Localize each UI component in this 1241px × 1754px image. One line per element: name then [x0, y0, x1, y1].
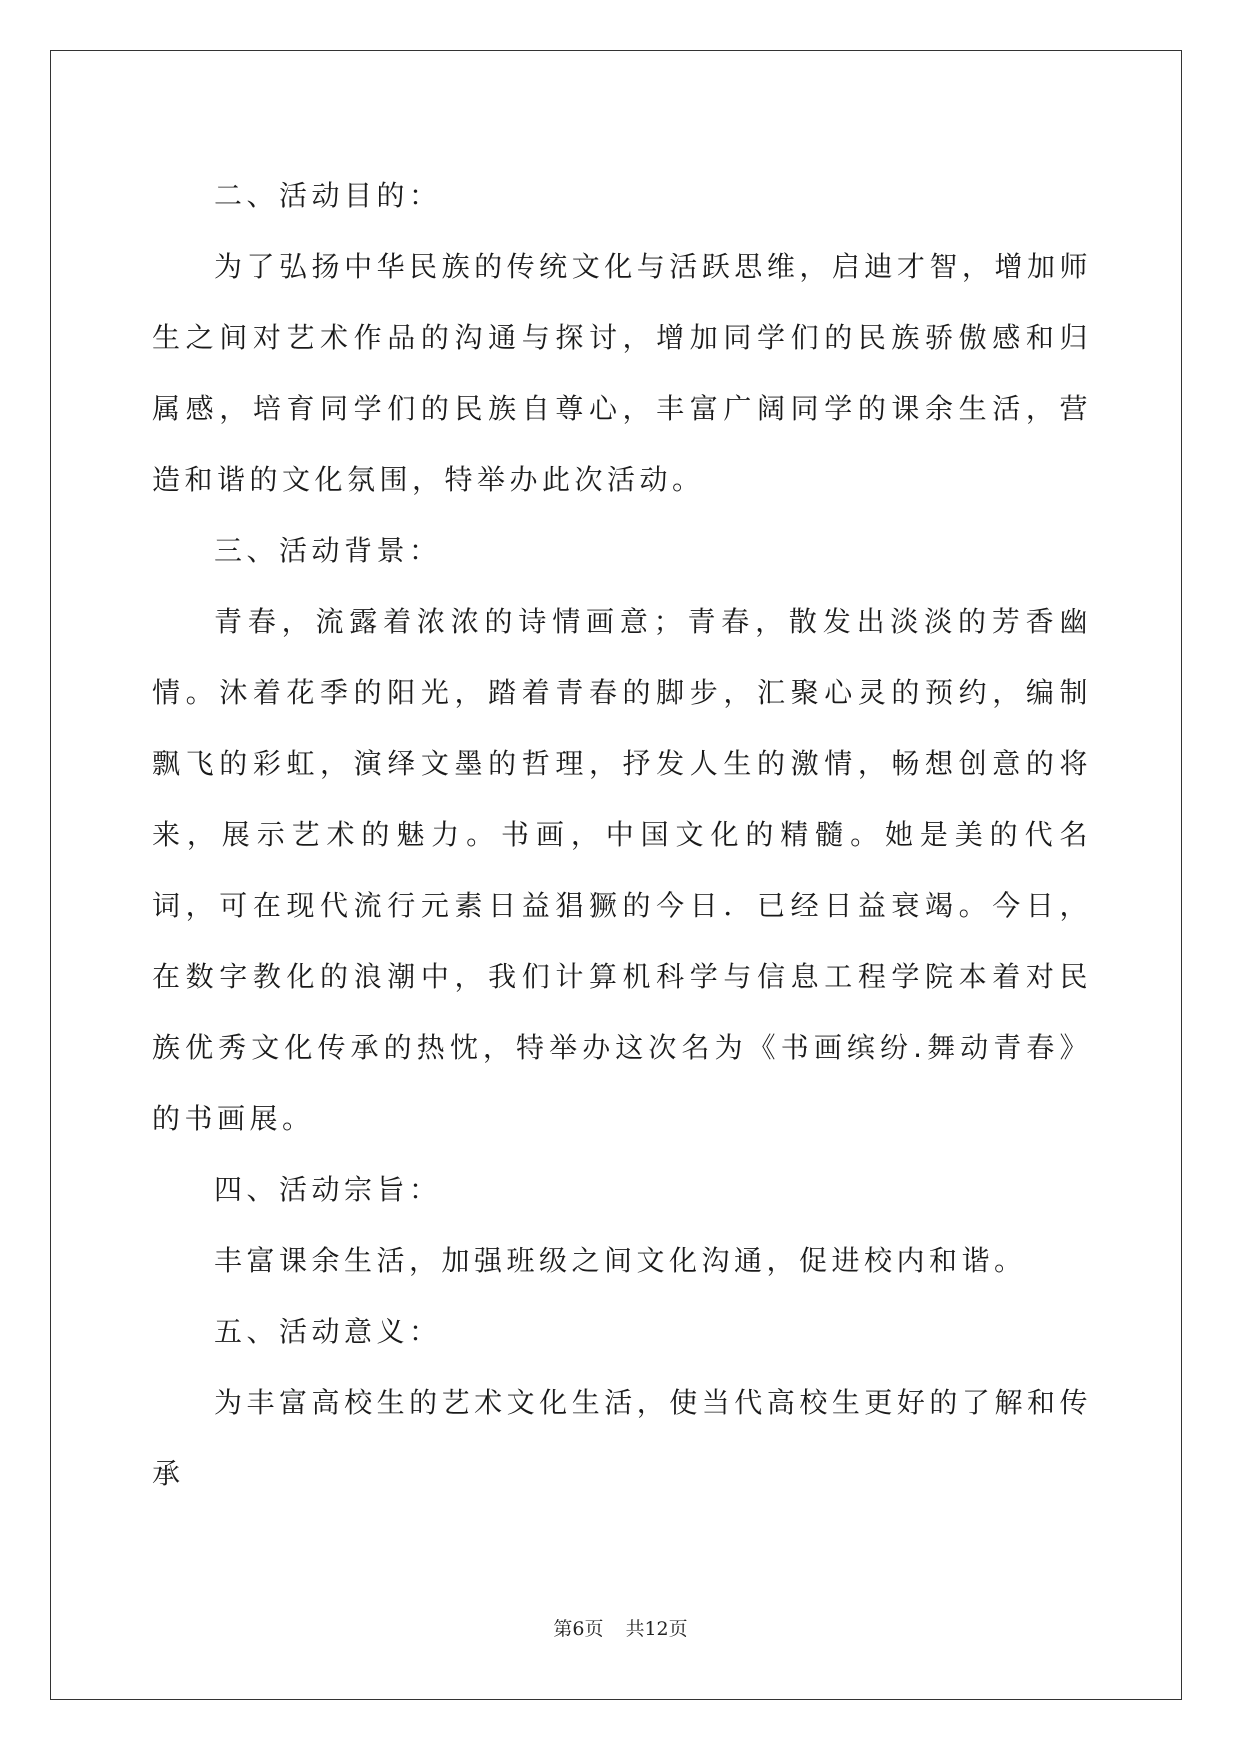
heading-activity-background: 三、活动背景：: [214, 534, 442, 567]
page-number: 第6页: [553, 1618, 604, 1640]
page-footer: [0, 1614, 1241, 1641]
heading-activity-tenet: 四、活动宗旨：: [214, 1173, 442, 1206]
paragraph-activity-background: 青春，流露着浓浓的诗情画意；青春，散发出淡淡的芳香幽情。沐着花季的阳光，踏着青春的脚步，汇聚心灵的预约，编制飘飞的彩虹，演绎文墨的哲理，抒发人生的激情，畅想创意的将来，展示艺术的魅力。书画，中国文化的精髓。她是美的代名词，可在现代流行元素日益猖獗的今日．已经日益衰竭。今日，在数字教化的浪潮中，我们计算机科学与信息工程学院本着对民族优秀文化传承的热忱，特举办这次名为《书画缤纷.舞动青春》的书画展。: [152, 605, 1092, 1135]
paragraph-activity-tenet: 丰富课余生活，加强班级之间文化沟通，促进校内和谐。: [214, 1244, 1027, 1277]
paragraph-activity-purpose: 为了弘扬中华民族的传统文化与活跃思维，启迪才智，增加师生之间对艺术作品的沟通与探讨，增加同学们的民族骄傲感和归属感，培育同学们的民族自尊心，丰富广阔同学的课余生活，营造和谐的文化氛围，特举办此次活动。: [152, 250, 1092, 496]
document-body: [152, 160, 1092, 1509]
paragraph-activity-significance: 为丰富高校生的艺术文化生活，使当代高校生更好的了解和传承: [152, 1386, 1092, 1490]
page-total: 共12页: [625, 1618, 688, 1640]
heading-activity-significance: 五、活动意义：: [214, 1315, 442, 1348]
heading-activity-purpose: 二、活动目的：: [214, 179, 442, 212]
